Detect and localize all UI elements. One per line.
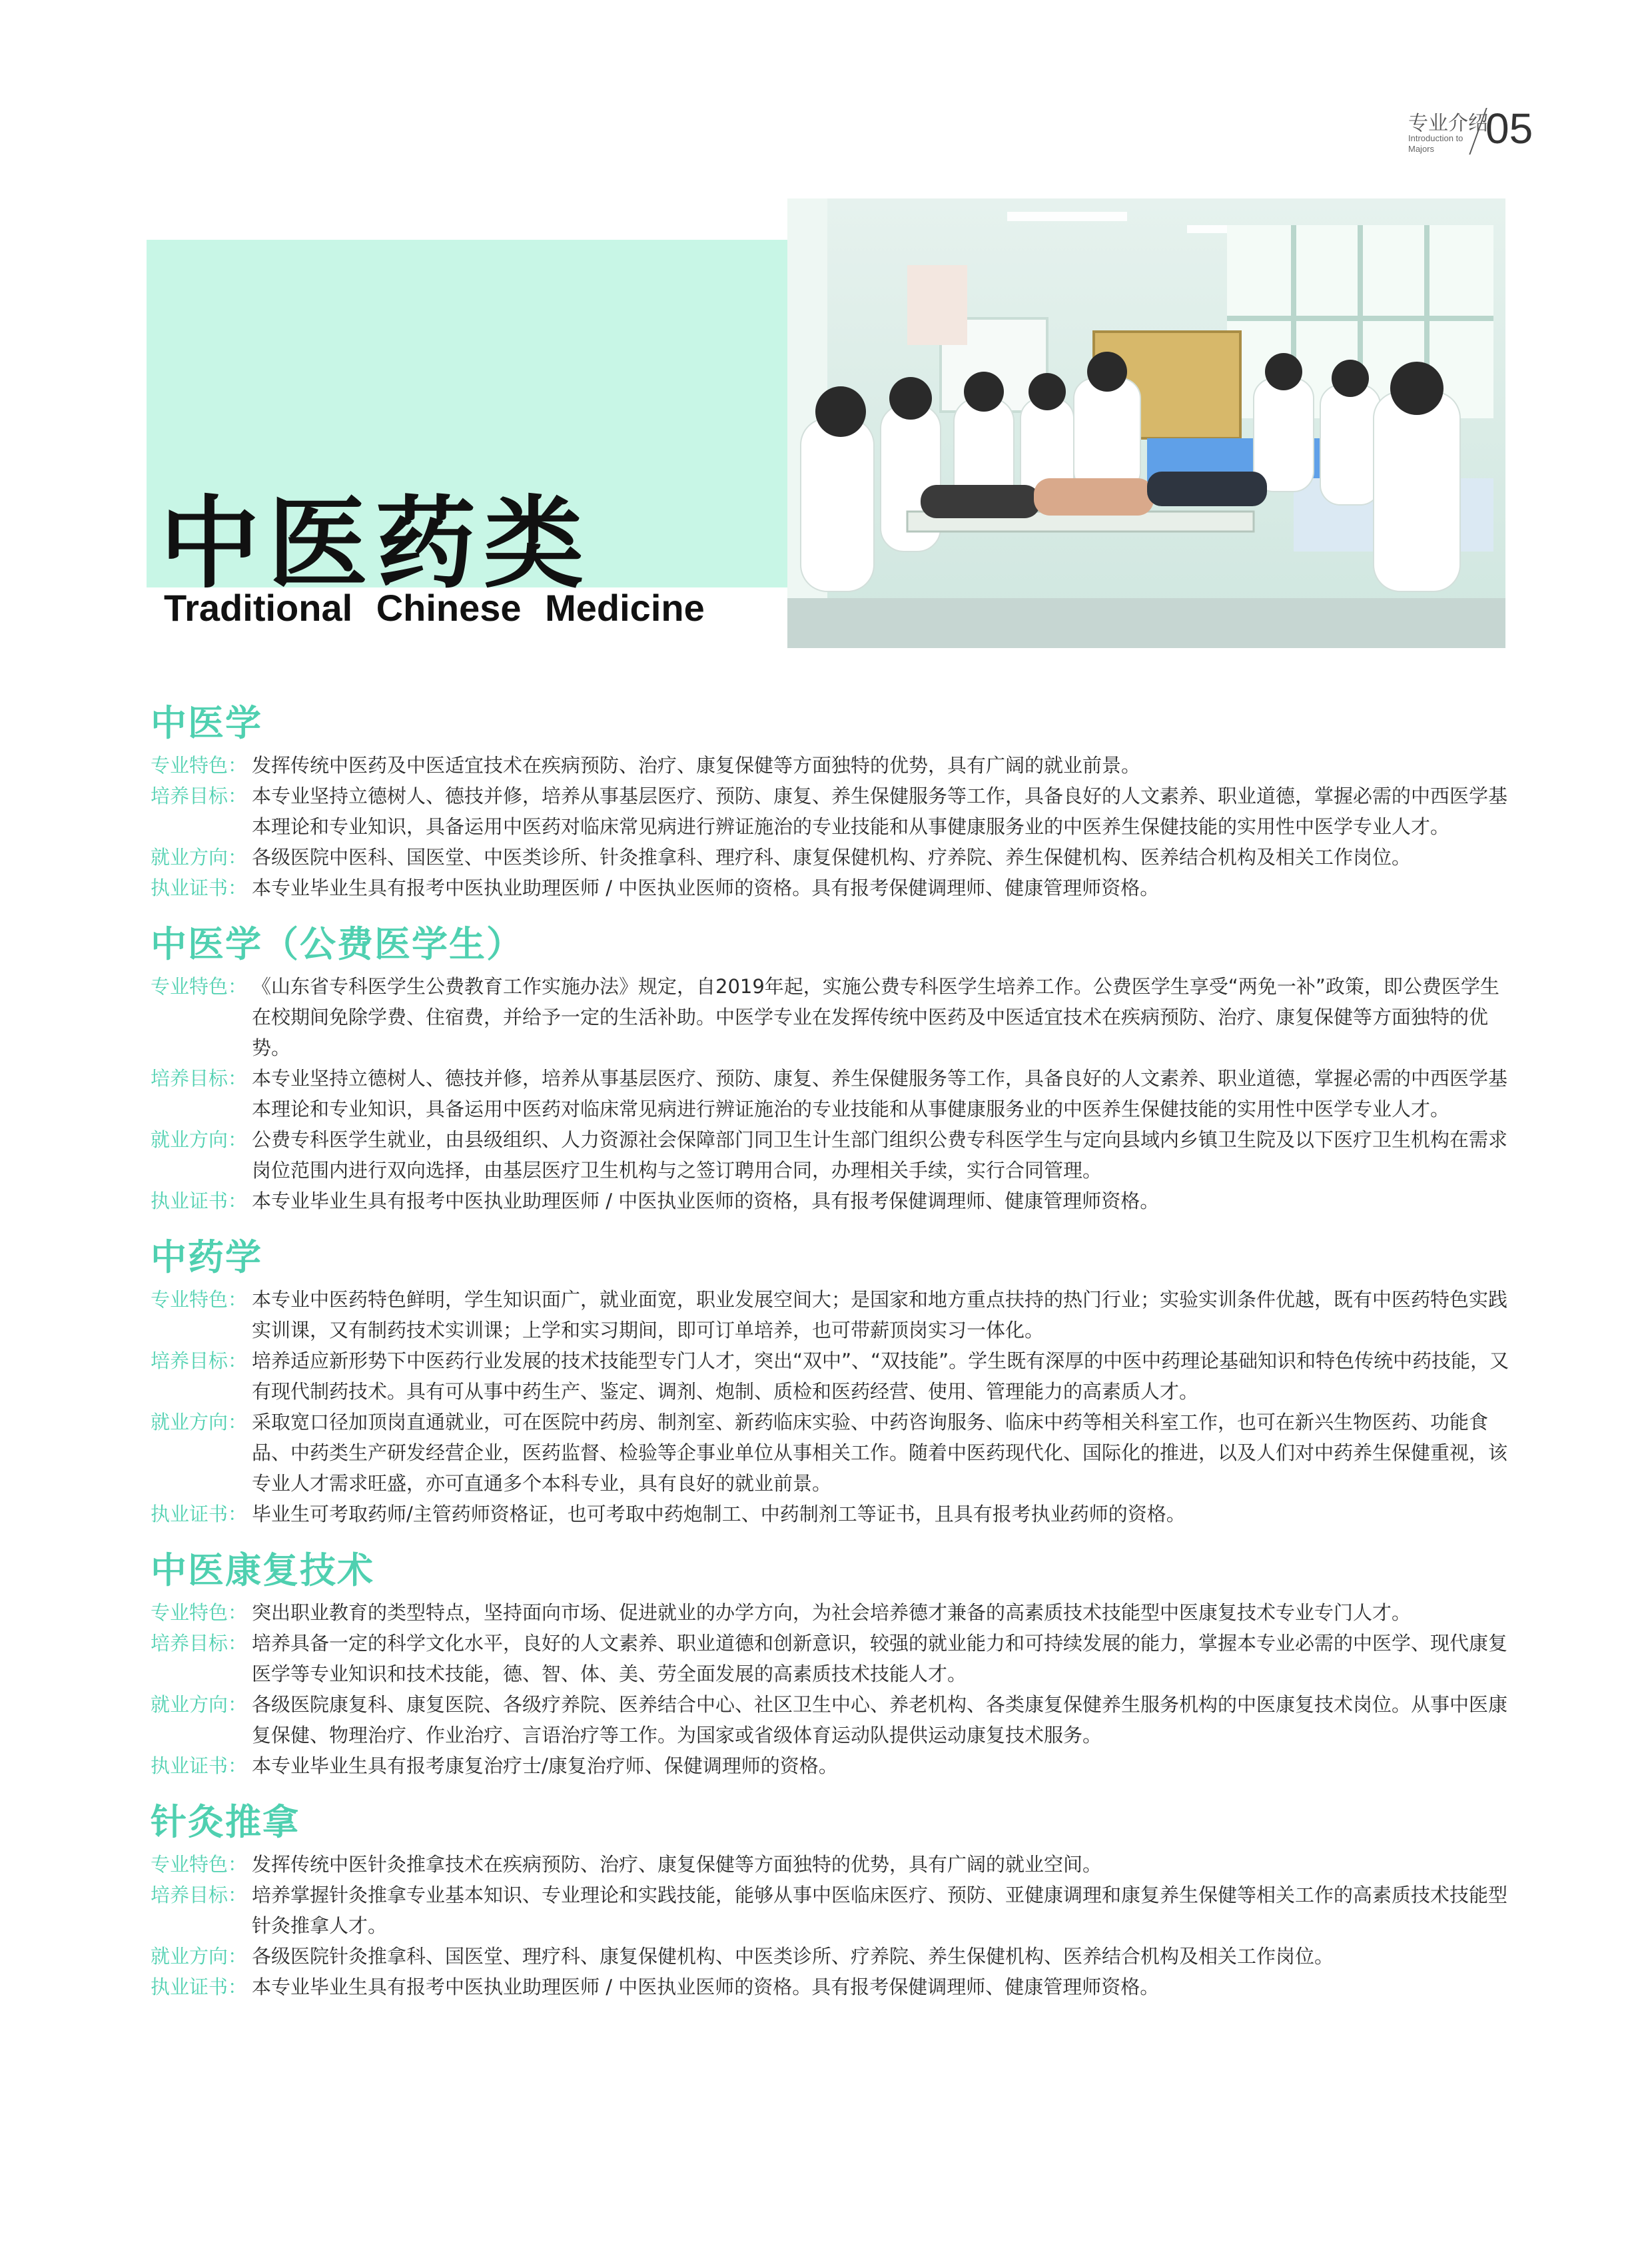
major-goal-row <box>151 1345 1509 1407</box>
page-number: 05 <box>1485 105 1533 153</box>
major-section <box>151 921 1509 1216</box>
major-feature-row <box>151 1597 1509 1628</box>
cert-text: 本专业毕业生具有报考中医执业助理医师 / 中医执业医师的资格。具有报考保健调理师、健康管理师资格。 <box>252 1976 1160 1998</box>
feature-label: 专业特色： <box>151 1601 248 1624</box>
major-goal-row <box>151 1880 1509 1941</box>
major-title: 中医康复技术 <box>151 1549 374 1591</box>
feature-label: 专业特色： <box>151 1853 248 1876</box>
major-feature-row <box>151 1284 1509 1345</box>
major-section <box>151 699 1509 903</box>
career-text: 各级医院康复科、康复医院、各级疗养院、医养结合中心、社区卫生中心、养老机构、各类康复保健养生服务机构的中医康复技术岗位。从事中医康复保健、物理治疗、作业治疗、言语治疗等工作。为国家或省级体育运动队提供运动康复技术服务。 <box>252 1693 1508 1746</box>
goal-label: 培养目标： <box>151 1884 248 1906</box>
cert-label: 执业证书： <box>151 1190 248 1212</box>
goal-text: 本专业坚持立德树人、德技并修，培养从事基层医疗、预防、康复、养生保健服务等工作，具备良好的人文素养、职业道德，掌握必需的中西医学基本理论和专业知识，具备运用中医药对临床常见病进行辨证施治的专业技能和从事健康服务业的中医养生保健技能的实用性中医学专业人才。 <box>252 1067 1508 1120</box>
career-label: 就业方向： <box>151 1945 248 1968</box>
major-title: 中医学（公费医学生） <box>151 923 524 965</box>
cert-label: 执业证书： <box>151 877 248 899</box>
goal-text: 培养具备一定的科学文化水平，良好的人文素养、职业道德和创新意识，较强的就业能力和可持续发展的能力，掌握本专业必需的中医学、现代康复医学等专业知识和技术技能，德、智、体、美、劳全面发展的高素质技术技能人才。 <box>252 1632 1508 1685</box>
major-cert-row <box>151 1750 1509 1781</box>
cert-label: 执业证书： <box>151 1503 248 1525</box>
major-section <box>151 1547 1509 1781</box>
major-career-row <box>151 1689 1509 1750</box>
career-text: 采取宽口径加顶岗直通就业，可在医院中药房、制剂室、新药临床实验、中药咨询服务、临床中药等相关科室工作，也可在新兴生物医药、功能食品、中药类生产研发经营企业，医药监督、检验等企事业单位从事相关工作。随着中医药现代化、国际化的推进，以及人们对中药养生保健重视，该专业人才需求旺盛，亦可直通多个本科专业，具有良好的就业前景。 <box>252 1411 1508 1495</box>
goal-label: 培养目标： <box>151 1067 248 1090</box>
career-label: 就业方向： <box>151 846 248 869</box>
major-cert-row <box>151 1499 1509 1529</box>
major-career-row <box>151 842 1509 873</box>
career-text: 各级医院针灸推拿科、国医堂、理疗科、康复保健机构、中医类诊所、疗养院、养生保健机构、医养结合机构及相关工作岗位。 <box>252 1945 1334 1968</box>
major-feature-row <box>151 971 1509 1063</box>
cert-label: 执业证书： <box>151 1754 248 1777</box>
classroom-photo-illustration <box>787 198 1505 648</box>
major-title: 中医学 <box>151 702 262 744</box>
major-feature-row <box>151 750 1509 781</box>
section-label-en-line2: Majors <box>1408 144 1435 154</box>
feature-text: 发挥传统中医针灸推拿技术在疾病预防、治疗、康复保健等方面独特的优势，具有广阔的就业空间。 <box>252 1853 1102 1876</box>
major-career-row <box>151 1124 1509 1186</box>
cert-text: 本专业毕业生具有报考中医执业助理医师 / 中医执业医师的资格，具有报考保健调理师、健康管理师资格。 <box>252 1190 1160 1212</box>
feature-label: 专业特色： <box>151 754 248 777</box>
major-career-row <box>151 1941 1509 1972</box>
section-label-en-line1: Introduction to <box>1408 133 1463 143</box>
career-label: 就业方向： <box>151 1693 248 1716</box>
cert-text: 毕业生可考取药师/主管药师资格证，也可考取中药炮制工、中药制剂工等证书，且具有报考执业药师的资格。 <box>252 1503 1186 1525</box>
cert-text: 本专业毕业生具有报考康复治疗士/康复治疗师、保健调理师的资格。 <box>252 1754 838 1777</box>
goal-label: 培养目标： <box>151 1349 248 1372</box>
major-goal-row <box>151 781 1509 842</box>
career-label: 就业方向： <box>151 1128 248 1151</box>
category-title: 中医药类 <box>160 486 592 602</box>
category-subtitle: Traditional Chinese Medicine <box>164 587 705 629</box>
section-label-cn: 专业介绍 <box>1408 112 1488 135</box>
major-cert-row <box>151 873 1509 903</box>
goal-text: 本专业坚持立德树人、德技并修，培养从事基层医疗、预防、康复、养生保健服务等工作，具备良好的人文素养、职业道德，掌握必需的中西医学基本理论和专业知识，具备运用中医药对临床常见病进行辨证施治的专业技能和从事健康服务业的中医养生保健技能的实用性中医学专业人才。 <box>252 785 1508 838</box>
major-section <box>151 1234 1509 1529</box>
feature-text: 本专业中医药特色鲜明，学生知识面广，就业面宽，职业发展空间大；是国家和地方重点扶持的热门行业；实验实训条件优越，既有中医药特色实践实训课，又有制药技术实训课；上学和实习期间，即可订单培养，也可带薪顶岗实习一体化。 <box>252 1288 1508 1341</box>
major-cert-row <box>151 1186 1509 1216</box>
career-text: 公费专科医学生就业，由县级组织、人力资源社会保障部门同卫生计生部门组织公费专科医学生与定向县域内乡镇卫生院及以下医疗卫生机构在需求岗位范围内进行双向选择，由基层医疗卫生机构与之签订聘用合同，办理相关手续，实行合同管理。 <box>252 1128 1508 1182</box>
goal-text: 培养掌握针灸推拿专业基本知识、专业理论和实践技能，能够从事中医临床医疗、预防、亚健康调理和康复养生保健等相关工作的高素质技术技能型针灸推拿人才。 <box>252 1884 1508 1937</box>
career-text: 各级医院中医科、国医堂、中医类诊所、针灸推拿科、理疗科、康复保健机构、疗养院、养生保健机构、医养结合机构及相关工作岗位。 <box>252 846 1412 869</box>
major-cert-row <box>151 1972 1509 2002</box>
major-title: 中药学 <box>151 1236 262 1278</box>
goal-label: 培养目标： <box>151 785 248 807</box>
major-title: 针灸推拿 <box>151 1801 300 1843</box>
feature-text: 突出职业教育的类型特点，坚持面向市场、促进就业的办学方向，为社会培养德才兼备的高素质技术技能型中医康复技术专业专门人才。 <box>252 1601 1412 1624</box>
career-label: 就业方向： <box>151 1411 248 1433</box>
feature-label: 专业特色： <box>151 1288 248 1311</box>
goal-text: 培养适应新形势下中医药行业发展的技术技能型专门人才，突出“双中”、“双技能”。学生既有深厚的中医中药理论基础知识和特色传统中药技能，又有现代制药技术。具有可从事中药生产、鉴定、调剂、炮制、质检和医药经营、使用、管理能力的高素质人才。 <box>252 1349 1509 1403</box>
major-goal-row <box>151 1063 1509 1124</box>
major-section <box>151 1798 1509 2002</box>
feature-label: 专业特色： <box>151 975 248 998</box>
feature-text: 发挥传统中医药及中医适宜技术在疾病预防、治疗、康复保健等方面独特的优势，具有广阔的就业前景。 <box>252 754 1141 777</box>
classroom-photo <box>787 198 1505 648</box>
majors-list <box>151 699 1509 2020</box>
feature-text: 《山东省专科医学生公费教育工作实施办法》规定，自2019年起，实施公费专科医学生培养工作。公费医学生享受“两免一补”政策，即公费医学生在校期间免除学费、住宿费，并给予一定的生活补助。中医学专业在发挥传统中医药及中医适宜技术在疾病预防、治疗、康复保健等方面独特的优势。 <box>252 975 1499 1059</box>
major-goal-row <box>151 1628 1509 1689</box>
page-header <box>1399 105 1612 159</box>
cert-label: 执业证书： <box>151 1976 248 1998</box>
major-feature-row <box>151 1849 1509 1880</box>
goal-label: 培养目标： <box>151 1632 248 1655</box>
cert-text: 本专业毕业生具有报考中医执业助理医师 / 中医执业医师的资格。具有报考保健调理师、健康管理师资格。 <box>252 877 1160 899</box>
major-career-row <box>151 1407 1509 1499</box>
